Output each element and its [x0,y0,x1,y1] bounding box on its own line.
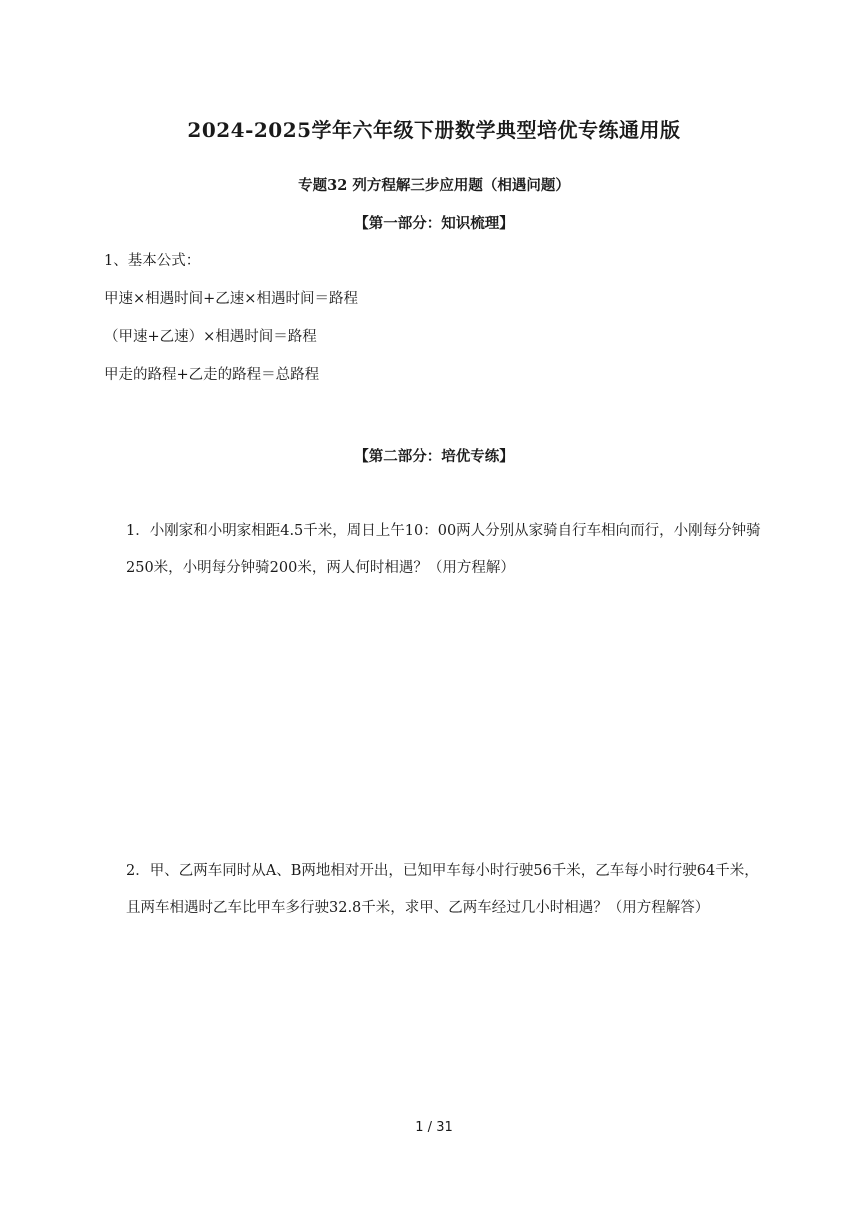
page-title: 2024-2025学年六年级下册数学典型培优专练通用版 [187,118,681,142]
formula-line: （甲速+乙速）×相遇时间＝路程 [104,329,317,345]
formula-line: 甲走的路程+乙走的路程＝总路程 [104,367,320,383]
page-separator: / [423,1120,437,1135]
section-heading-practice: 【第二部分：培优专练】 [354,448,514,465]
problem-1: 1．小刚家和小明家相距4.5千米，周日上午10：00两人分别从家骑自行车相向而行，小刚每分钟骑250米，小明每分钟骑200米，两人何时相遇？（用方程解） [126,523,761,576]
formula-heading: 1、基本公式： [104,253,201,269]
page-number [0,1120,868,1135]
page-total: 31 [436,1120,453,1135]
topic-subtitle: 专题32 列方程解三步应用题（相遇问题） [298,177,570,194]
section-heading-knowledge: 【第一部分：知识梳理】 [354,215,514,232]
page-current: 1 [415,1120,424,1135]
problem-2: 2．甲、乙两车同时从A、B两地相对开出，已知甲车每小时行驶56千米，乙车每小时行驶64千米，且两车相遇时乙车比甲车多行驶32.8千米，求甲、乙两车经过几小时相遇？（用方程解答） [126,863,759,916]
formula-line: 甲速×相遇时间+乙速×相遇时间＝路程 [104,291,358,307]
